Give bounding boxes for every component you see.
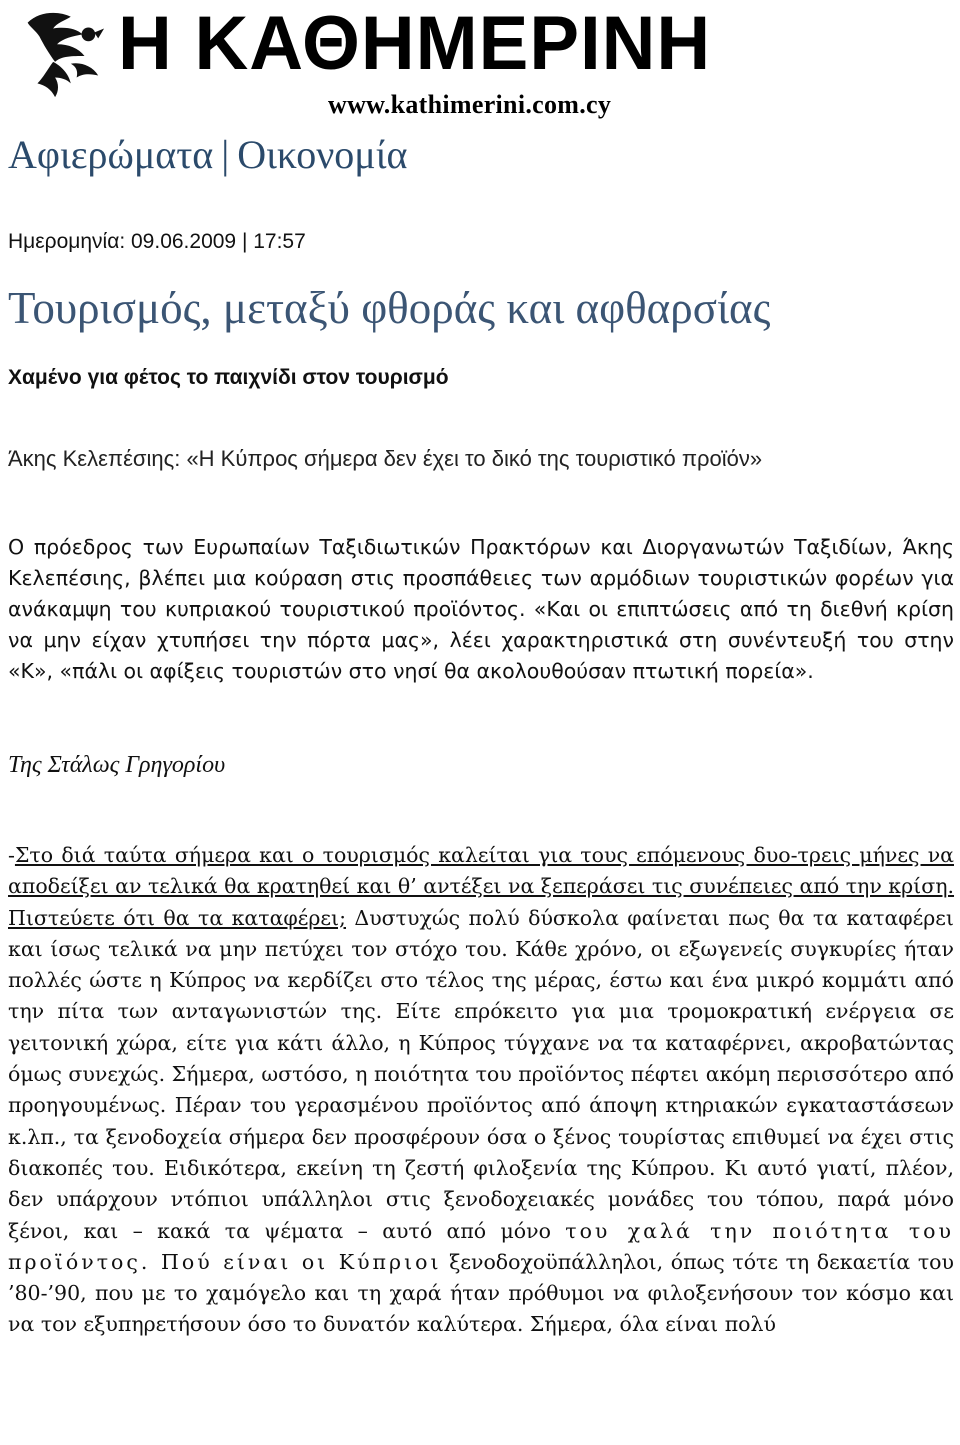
section-link-features[interactable]: Αφιερώματα	[8, 132, 214, 177]
masthead-title[interactable]: Η ΚΑΘΗΜΕΡΙΝΗ	[118, 1, 712, 86]
article-byline: Της Στάλως Γρηγορίου	[8, 752, 226, 778]
masthead-url[interactable]: www.kathimerini.com.cy	[328, 90, 612, 119]
article-headline: Τουρισμός, μεταξύ φθοράς και αφθαρσίας	[8, 283, 771, 333]
question-dash: -	[8, 843, 15, 867]
interview-answer-part1: Δυστυχώς πολύ δύσκολα φαίνεται πως θα τα καταφέρει και ίσως τελικά να μην πετύχει τον στόχο του. Κάθε χρόνο, οι εξωγενείς συγκυρίες ήταν πολλές ώστε η Κύπρος να κερδίζει στο τέλος της μέρας, έστω και ένα μικρό κομμάτι από την πίτα των ανταγωνιστών της. Είτε επρόκειτο για μια τρομοκρατική ενέργεια σε γειτονική χώρα, είτε για κάτι άλλο, η Κύπρος τύγχανε να τα καταφέρνει, ακροβατώντας όμως συνεχώς. Σήμερα, ωστόσο, η ποιότητα του προϊόντος πέφτει ακόμη περισσότερο από προηγουμένως. Πέραν του γερασμένου προϊόντος από άποψη κτηριακών εγκαταστάσεων κ.λπ., τα ξενοδοχεία σήμερα δεν προσφέρουν όσα ο ξένος τουρίστας επιθυμεί να έχει στις διακοπές του. Ειδικότερα, εκείνη τη ζεστή φιλοξενία της Κύπρου. Κι αυτό γιατί, πλέον, δεν υπάρχουν ντόπιοι υπάλληλοι στις ξενοδοχειακές μονάδες του τόπου, παρά μόνο ξένοι, και – κακά τα ψέματα – αυτό από μόνο	[8, 905, 954, 1243]
interview-answer-part2: ξενοδοχοϋπάλληλοι, όπως τότε τη δεκαετία του ’80-’90, που με το χαμόγελο και τη χαρά ήταν πρόθυμοι να φιλοξενήσουν τον κόσμο και να τον εξυπηρετήσουν όσο το δυνατόν καλύτερα. Σήμερα, όλα είναι πολύ	[8, 1249, 954, 1337]
article-subhead: Χαμένο για φέτος το παιχνίδι στον τουρισμό	[8, 366, 449, 389]
winged-lion-icon	[10, 4, 108, 104]
breadcrumb-separator: |	[221, 132, 230, 177]
masthead	[0, 0, 960, 122]
article-lead: Ο πρόεδρος των Ευρωπαίων Ταξιδιωτικών Πρακτόρων και Διοργανωτών Ταξιδίων, Άκης Κελεπέσιης, βλέπει μια κούραση στις προσπάθειες των αρμόδιων τουριστικών φορέων για ανάκαμψη του κυπριακού τουριστικού προϊόντος. «Και οι επιπτώσεις από τη διεθνή κρίση να μην είχαν χτυπήσει την πόρτα μας», λέει χαρακτηριστικά στη συνέντευξή του στην «Κ», «πάλι οι αφίξεις τουριστών στο νησί θα ακολουθούσαν πτωτική πορεία».	[8, 535, 954, 683]
section-breadcrumb	[8, 128, 407, 182]
interview-question: Στο διά ταύτα σήμερα και ο τουρισμός καλείται για τους επόμενους δυο-τρεις μήνες να αποδείξει αν τελικά θα κρατηθεί και θ’ αντέξει να ξεπεράσει τις συνέπειες από την κρίση. Πιστεύετε ότι θα τα καταφέρει;	[8, 843, 955, 930]
interview-answer-spaced: του χαλά την ποιότητα του προϊόντος. Πού είναι οι Κύπριοι	[8, 1218, 954, 1274]
article-body	[8, 840, 954, 1341]
article-pull-quote: Άκης Κελεπέσιης: «Η Κύπρος σήμερα δεν έχει το δικό της τουριστικό προϊόν»	[8, 446, 763, 471]
section-link-economy[interactable]: Οικονομία	[237, 132, 408, 177]
article-dateline: Ημερομηνία: 09.06.2009 | 17:57	[8, 230, 306, 253]
